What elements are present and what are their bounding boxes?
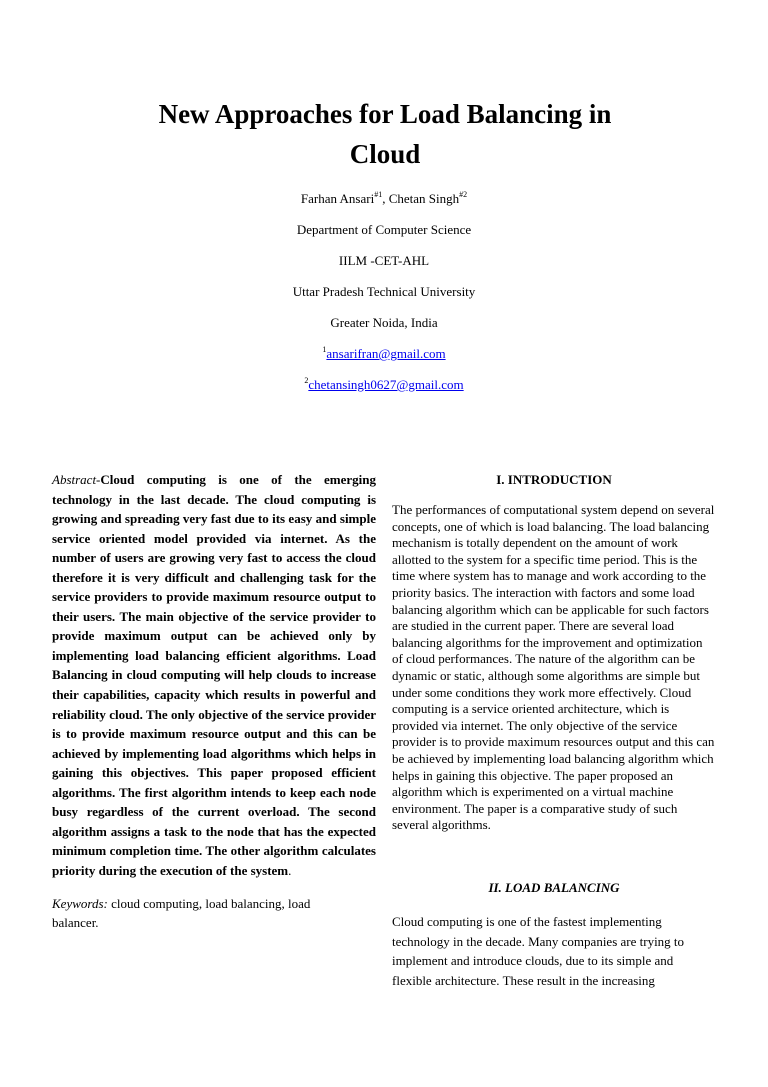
email-1-mark: 1 <box>322 345 327 354</box>
author-1-mark: #1 <box>374 190 383 199</box>
email-line-2 <box>234 369 534 400</box>
author-2: Chetan Singh <box>388 191 460 206</box>
right-column <box>392 470 716 834</box>
email-link-1[interactable]: ansarifran@gmail.com <box>326 346 446 361</box>
author-names <box>234 183 534 214</box>
abstract-paragraph <box>52 470 376 880</box>
keywords-paragraph <box>52 894 352 932</box>
email-2-mark: 2 <box>304 376 309 385</box>
author-1: Farhan Ansari <box>300 191 375 206</box>
affiliation-institute: IILM -CET-AHL <box>338 253 430 268</box>
author-separator: , <box>382 191 389 206</box>
title-line-1: New Approaches for Load Balancing in <box>158 99 612 129</box>
section-2-heading: II. LOAD BALANCING <box>488 880 620 895</box>
email-link-2[interactable]: chetansingh0627@gmail.com <box>308 377 464 392</box>
abstract-body: Cloud computing is one of the emerging technology in the last decade. The cloud computing is growing and spreading very fast due to its easy and simple service oriented model provided via internet. As the number of users are growing very fast to access the cloud therefore it is very difficult and challenging task for the service providers to provide maximum resource output to their users. The main objective of the service provider to provide maximum output can be achieved only by implementing load balancing efficient algorithms. Load Balancing in cloud computing will help clouds to increase their capabilities, capacity which results in powerful and reliability cloud. The only objective of the service provider is to provide maximum resource output and this can be achieved by implementing load algorithms which helps in gaining this objectives. This paper proposed efficient algorithms. The first algorithm intends to keep each node busy regardless of the current overload. The second algorithm assigns a task to the node that has the expected minimum completion time. The other algorithm calculates priority during the execution of the system <box>52 472 376 878</box>
section-1-heading: I. INTRODUCTION <box>496 472 612 487</box>
section-1-body: The performances of computational system depend on several concepts, one of which is load balancing. The load balancing mechanism is totally dependent on the amount of work allotted to the system for a specific time period. This is the time where system has to manage and work according to the priority basics. The interaction with factors and some load balancing algorithm which can be applicable for such factors are studied in the current paper. There are several load balancing algorithms for the improvement and optimization of cloud performances. The nature of the algorithm can be dynamic or static, although some algorithms are simple but under some conditions they work more effectively. Cloud computing is a service oriented architecture, which is provided via internet. The only objective of the service provider is to provide maximum resources output and this can be achieved by implementing load balancing algorithm which helps in gaining this objective. The paper proposed an algorithm which is experimented on a virtual machine environment. The paper is a comparative study of such several algorithms. <box>392 502 715 833</box>
email-line-1 <box>234 338 534 369</box>
abstract-label: Abstract- <box>52 472 101 487</box>
abstract-end: . <box>288 862 292 878</box>
affiliation-location: Greater Noida, India <box>330 315 438 330</box>
left-column <box>52 470 376 932</box>
affiliation-department: Department of Computer Science <box>296 222 472 237</box>
author-block <box>234 183 534 400</box>
keywords-text: cloud computing, load balancing, load balancer. <box>52 896 311 931</box>
section-2-body: Cloud computing is one of the fastest implementing technology in the decade. Many companies are trying to implement and introduce clouds, due to its simple and flexible architecture. These result in the increasing <box>392 914 685 988</box>
paper-title <box>90 94 680 174</box>
affiliation-university: Uttar Pradesh Technical University <box>292 284 476 299</box>
author-2-mark: #2 <box>459 190 468 199</box>
title-line-2: Cloud <box>349 139 421 169</box>
keywords-label: Keywords: <box>52 896 108 912</box>
